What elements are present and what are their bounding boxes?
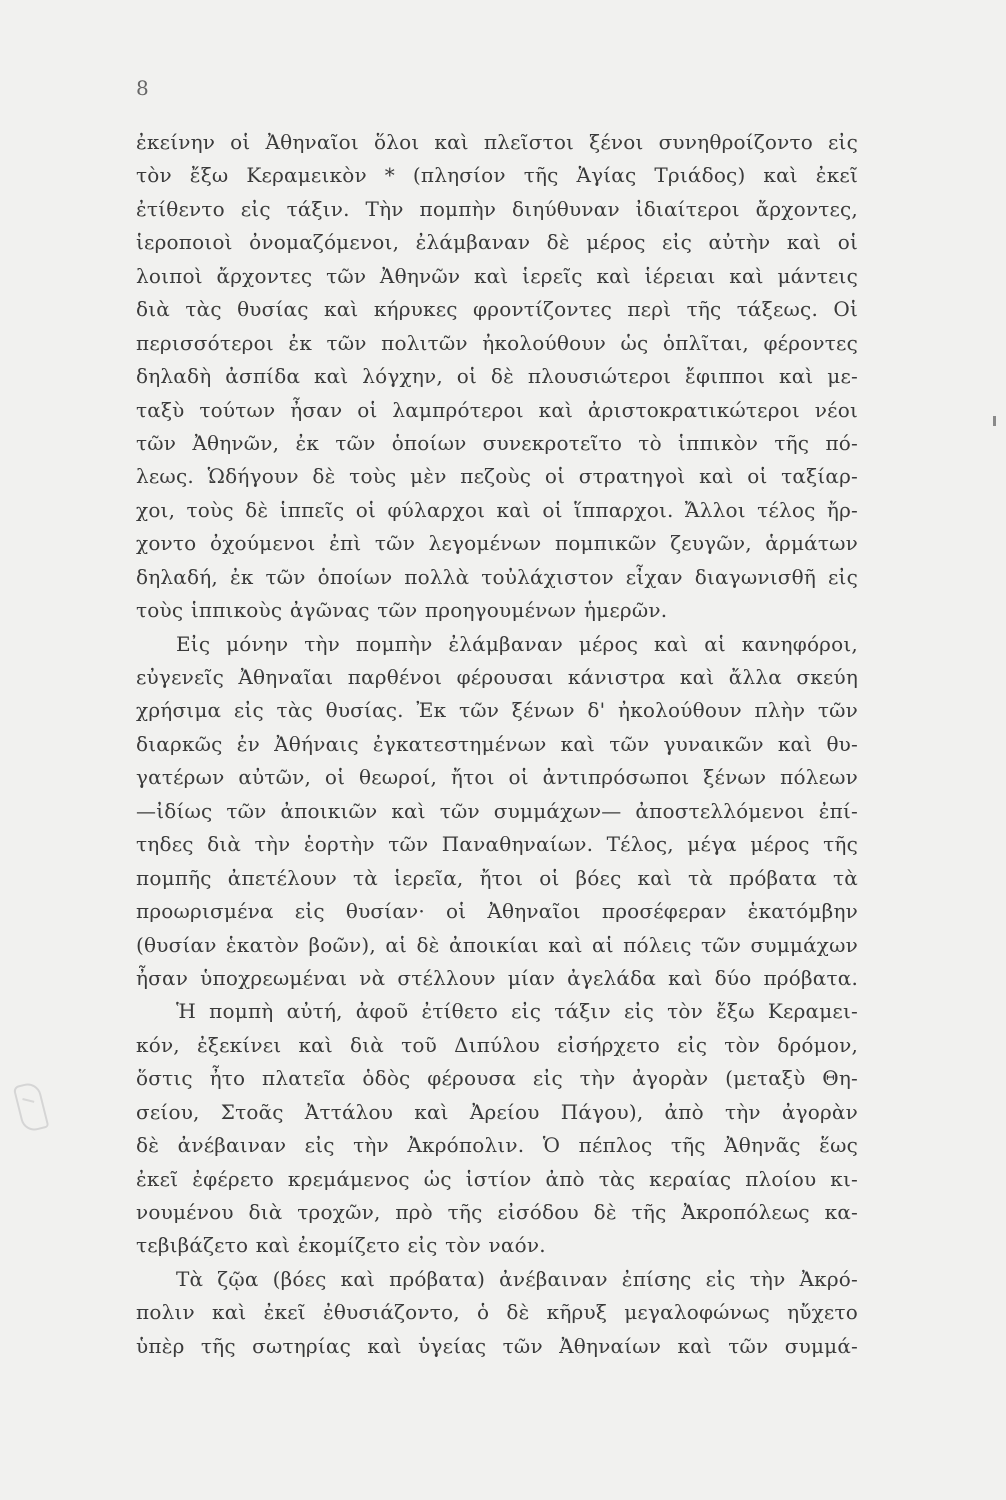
text-line: δὲ ἀνέβαιναν εἰς τὴν Ἀκρόπολιν. Ὁ πέπλος τῆς Ἀθηνᾶς ἕως xyxy=(136,1133,858,1158)
text-line: διαρκῶς ἐν Ἀθήναις ἐγκατεστημένων καὶ τῶν γυναικῶν καὶ θυ- xyxy=(136,731,858,756)
text-line: ὅστις ἦτο πλατεῖα ὁδὸς φέρουσα εἰς τὴν ἀγορὰν (μεταξὺ Θη- xyxy=(136,1066,858,1091)
text-line: προωρισμένα εἰς θυσίαν· οἱ Ἀθηναῖοι προσέφεραν ἑκατόμβην xyxy=(136,899,858,924)
margin-scratch-mark xyxy=(13,1081,50,1134)
text-line: χοντο ὀχούμενοι ἐπὶ τῶν λεγομένων πομπικῶν ζευγῶν, ἁρμάτων xyxy=(136,531,858,556)
page-number: 8 xyxy=(136,76,150,100)
text-line: Εἰς μόνην τὴν πομπὴν ἐλάμβαναν μέρος καὶ αἱ κανηφόροι, xyxy=(176,631,858,656)
text-line: ἱεροποιοὶ ὀνομαζόμενοι, ἐλάμβαναν δὲ μέρος εἰς αὐτὴν καὶ οἱ xyxy=(136,230,858,255)
text-line: χοι, τοὺς δὲ ἱππεῖς οἱ φύλαρχοι καὶ οἱ ἵππαρχοι. Ἄλλοι τέλος ἤρ- xyxy=(136,497,858,522)
text-line: ἐτίθεντο εἰς τάξιν. Τὴν πομπὴν διηύθυναν ἰδιαίτεροι ἄρχοντες, xyxy=(136,196,858,221)
text-line: διὰ τὰς θυσίας καὶ κήρυκες φροντίζοντες περὶ τῆς τάξεως. Οἱ xyxy=(136,297,858,322)
text-line: Τὰ ζῷα (βόες καὶ πρόβατα) ἀνέβαιναν ἐπίσης εἰς τὴν Ἀκρό- xyxy=(176,1266,858,1291)
text-line: ὑπὲρ τῆς σωτηρίας καὶ ὑγείας τῶν Ἀθηναίων καὶ τῶν συμμά- xyxy=(136,1333,858,1358)
text-line: τηδες διὰ τὴν ἑορτὴν τῶν Παναθηναίων. Τέλος, μέγα μέρος τῆς xyxy=(136,832,858,857)
text-line: πομπῆς ἀπετέλουν τὰ ἱερεῖα, ἤτοι οἱ βόες καὶ τὰ πρόβατα τὰ xyxy=(136,865,858,890)
text-line: τὸν ἔξω Κεραμεικὸν * (πλησίον τῆς Ἁγίας Τριάδος) καὶ ἐκεῖ xyxy=(136,163,858,188)
text-line: τῶν Ἀθηνῶν, ἐκ τῶν ὁποίων συνεκροτεῖτο τὸ ἱππικὸν τῆς πό- xyxy=(136,430,858,455)
edge-tick-mark xyxy=(993,416,996,426)
text-line: κόν, ἐξεκίνει καὶ διὰ τοῦ Διπύλου εἰσήρχετο εἰς τὸν δρόμον, xyxy=(136,1032,858,1057)
text-line: δηλαδή, ἐκ τῶν ὁποίων πολλὰ τοὐλάχιστον εἶχαν διαγωνισθῆ εἰς xyxy=(136,564,858,589)
text-line: εὐγενεῖς Ἀθηναῖαι παρθένοι φέρουσαι κάνιστρα καὶ ἄλλα σκεύη xyxy=(136,665,858,689)
text-line: ταξὺ τούτων ἦσαν οἱ λαμπρότεροι καὶ ἀριστοκρατικώτεροι νέοι xyxy=(136,397,858,422)
text-line: ἦσαν ὑποχρεωμέναι νὰ στέλλουν μίαν ἀγελάδα καὶ δύο πρόβατα. xyxy=(136,965,858,990)
text-line: δηλαδὴ ἀσπίδα καὶ λόγχην, οἱ δὲ πλουσιώτεροι ἔφιπποι καὶ με- xyxy=(136,364,858,389)
text-line: ἐκείνην οἱ Ἀθηναῖοι ὅλοι καὶ πλεῖστοι ξένοι συνηθροίζοντο εἰς xyxy=(136,130,858,154)
text-line: (θυσίαν ἑκατὸν βοῶν), αἱ δὲ ἀποικίαι καὶ αἱ πόλεις τῶν συμμάχων xyxy=(136,932,858,957)
text-line: ἐκεῖ ἐφέρετο κρεμάμενος ὡς ἱστίον ἀπὸ τὰς κεραίας πλοίου κι- xyxy=(136,1166,858,1191)
text-line: περισσότεροι ἐκ τῶν πολιτῶν ἠκολούθουν ὡς ὁπλῖται, φέροντες xyxy=(136,330,858,355)
text-line: τεβιβάζετο καὶ ἐκομίζετο εἰς τὸν ναόν. xyxy=(136,1233,546,1258)
text-line: λεως. Ὡδήγουν δὲ τοὺς μὲν πεζοὺς οἱ στρατηγοὶ καὶ οἱ ταξίαρ- xyxy=(136,464,858,489)
text-line: λοιποὶ ἄρχοντες τῶν Ἀθηνῶν καὶ ἱερεῖς καὶ ἱέρειαι καὶ μάντεις xyxy=(136,263,858,288)
body-text xyxy=(136,126,858,1363)
text-line: —ἰδίως τῶν ἀποικιῶν καὶ τῶν συμμάχων— ἀποστελλόμενοι ἐπί- xyxy=(136,798,858,823)
text-line: χρήσιμα εἰς τὰς θυσίας. Ἐκ τῶν ξένων δ' ἠκολούθουν πλὴν τῶν xyxy=(136,698,858,723)
text-line: νουμένου διὰ τροχῶν, πρὸ τῆς εἰσόδου δὲ τῆς Ἀκροπόλεως κα- xyxy=(136,1200,858,1224)
text-line: γατέρων αὐτῶν, οἱ θεωροί, ἤτοι οἱ ἀντιπρόσωποι ξένων πόλεων xyxy=(136,765,858,790)
text-line: Ἡ πομπὴ αὐτή, ἀφοῦ ἐτίθετο εἰς τάξιν εἰς τὸν ἔξω Κεραμει- xyxy=(176,999,858,1024)
text-line: τοὺς ἱππικοὺς ἀγῶνας τῶν προηγουμένων ἡμερῶν. xyxy=(136,598,668,623)
text-line: σείου, Στοᾶς Ἀττάλου καὶ Ἀρείου Πάγου), ἀπὸ τὴν ἀγορὰν xyxy=(136,1099,858,1124)
text-line: πολιν καὶ ἐκεῖ ἐθυσιάζοντο, ὁ δὲ κῆρυξ μεγαλοφώνως ηὔχετο xyxy=(136,1300,858,1325)
